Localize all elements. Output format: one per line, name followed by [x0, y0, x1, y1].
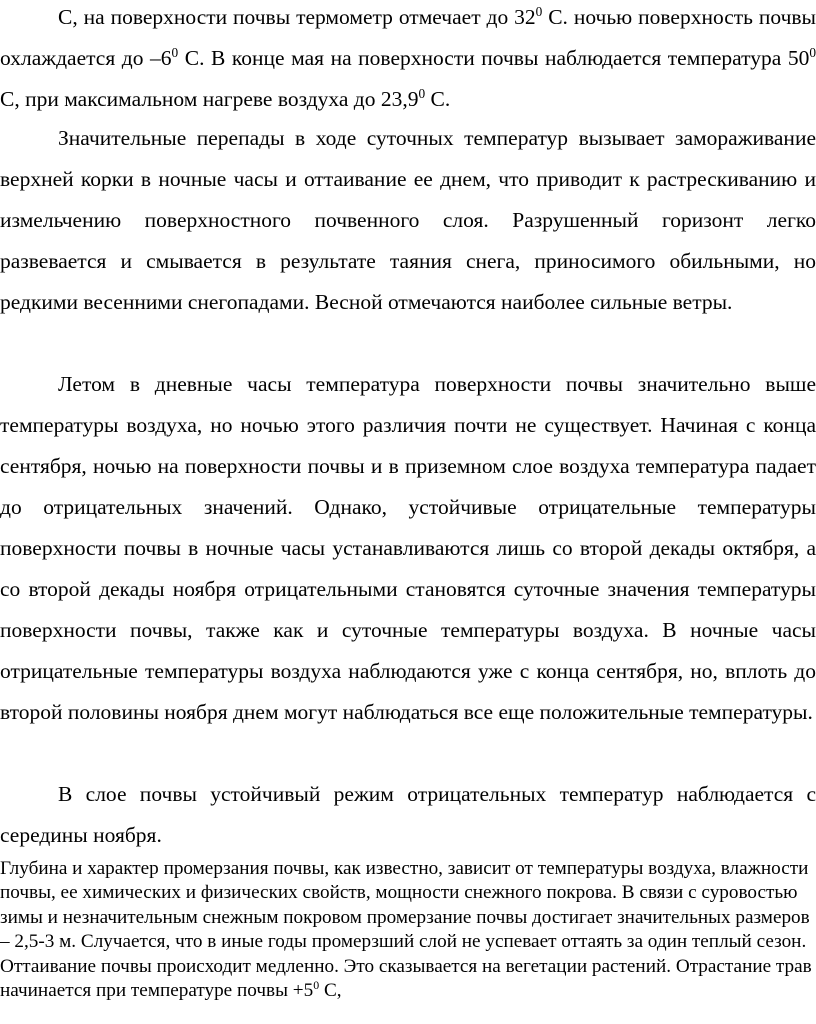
text-run: С, на поверхности почвы термометр отмечает до 32	[58, 5, 536, 29]
text-run: С. ночью поверхность почвы охлаждается до –6	[0, 5, 816, 70]
degree-superscript: 0	[418, 86, 426, 102]
paragraph-soil-freezing	[0, 857, 816, 1003]
text-run: Глубина и характер промерзания почвы, как известно, зависит от температуры воздуха, влажности почвы, ее химических и физических свойств, мощности снежного покрова. В связи с суровостью зимы и незначительным снежным покровом промерзание почвы достигает значительных размеров – 2,5-3 м. Случается, что в иные годы промерзший слой не успевает оттаять за один теплый сезон. Оттаивание почвы происходит медленно. Это сказывается на вегетации растений. Отрастание трав начинается при температуре почвы +5	[0, 858, 812, 1002]
degree-superscript: 0	[809, 45, 816, 61]
degree-superscript: 0	[535, 4, 543, 20]
text-run: С, при максимальном нагреве воздуха до 23,9	[0, 87, 419, 111]
degree-superscript: 0	[171, 45, 179, 61]
degree-superscript: 0	[313, 977, 320, 992]
paragraph-soil-negative-regime: В слое почвы устойчивый режим отрицательных температур наблюдается с середины ноября.	[0, 782, 816, 847]
paragraph-temperature-differences: Значительные перепады в ходе суточных температур вызывает замораживание верхней корки в ночные часы и оттаивание ее днем, что приводит к растрескиванию и измельчению поверхностного почвенного слоя. Разрушенный горизонт легко развевается и смывается в результате таяния снега, приносимого обильными, но редкими весенними снегопадами. Весной отмечаются наиболее сильные ветры.	[0, 126, 816, 314]
paragraph-summer-temperatures: Летом в дневные часы температура поверхности почвы значительно выше температуры воздуха, но ночью этого различия почти не существует. Начиная с конца сентября, ночью на поверхности почвы и в приземном слое воздуха температура падает до отрицательных значений. Однако, устойчивые отрицательные температуры поверхности почвы в ночные часы устанавливаются лишь со второй декады октября, а со второй декады ноября отрицательными становятся суточные значения температуры поверхности почвы, также как и суточные температуры воздуха. В ночные часы отрицательные температуры воздуха наблюдаются уже с конца сентября, но, вплоть до второй половины ноября днем могут наблюдаться все еще положительные температуры.	[0, 372, 816, 724]
text-run: С.	[425, 87, 451, 111]
text-run: С,	[319, 980, 342, 1002]
paragraph-soil-temperature	[0, 0, 816, 120]
text-run: С. В конце мая на поверхности почвы наблюдается температура 50	[178, 46, 810, 70]
